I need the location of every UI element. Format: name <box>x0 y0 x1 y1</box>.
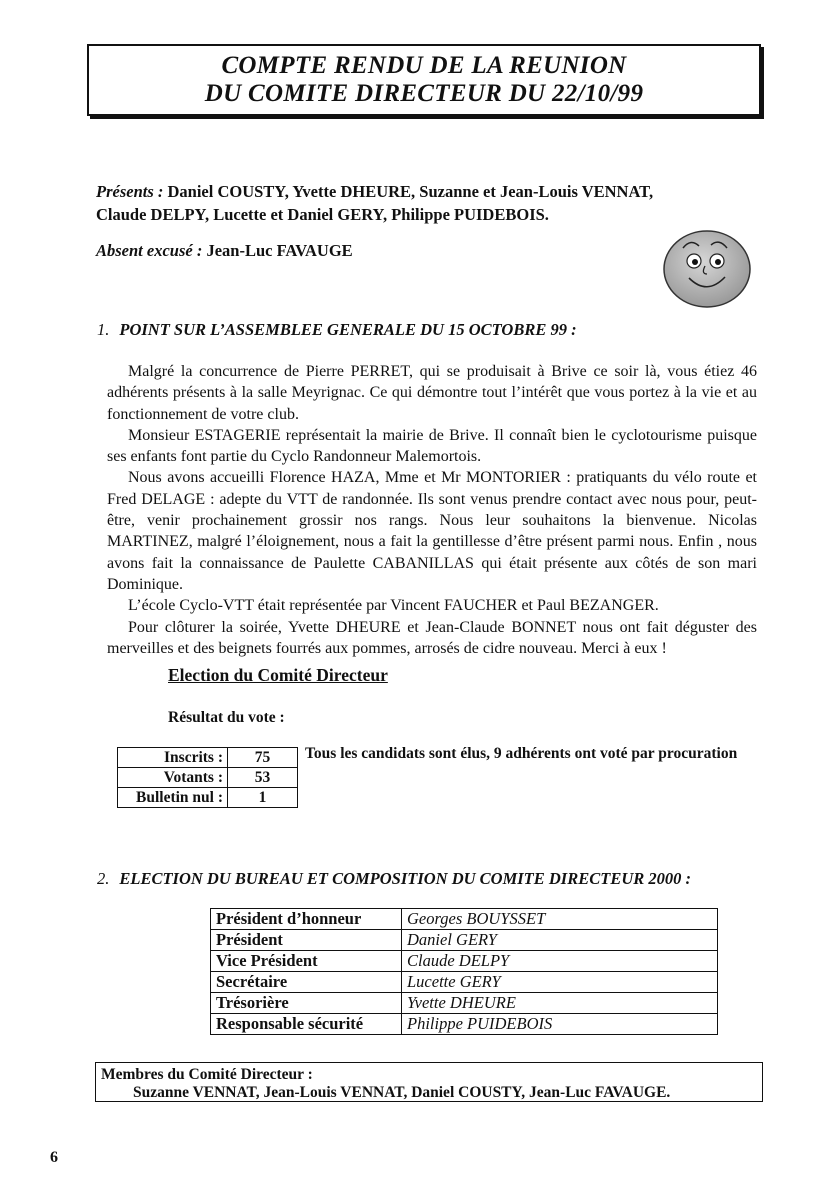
table-row <box>118 748 298 768</box>
vote-row-value: 1 <box>228 788 298 808</box>
table-row <box>211 909 718 930</box>
table-row <box>118 768 298 788</box>
section-2-heading <box>97 869 691 889</box>
table-row <box>211 972 718 993</box>
section-2-number: 2. <box>97 869 110 888</box>
attendees-line-1: Daniel COUSTY, Yvette DHEURE, Suzanne et Jean-Louis VENNAT, <box>167 182 654 201</box>
title-box <box>87 44 761 116</box>
bureau-name: Claude DELPY <box>402 951 718 972</box>
section-1-body <box>107 361 757 659</box>
vote-note: Tous les candidats sont élus, 9 adhérents ont voté par procuration <box>305 745 738 762</box>
vote-row-value: 53 <box>228 768 298 788</box>
bureau-name: Daniel GERY <box>402 930 718 951</box>
bureau-name: Philippe PUIDEBOIS <box>402 1014 718 1035</box>
attendees-line-2: Claude DELPY, Lucette et Daniel GERY, Philippe PUIDEBOIS. <box>96 205 549 224</box>
members-label: Membres du Comité Directeur : <box>101 1066 313 1083</box>
vote-row-label: Votants : <box>118 768 228 788</box>
vote-result-label: Résultat du vote : <box>168 709 285 726</box>
bureau-role: Secrétaire <box>211 972 402 993</box>
attendees <box>96 180 786 226</box>
bureau-name: Lucette GERY <box>402 972 718 993</box>
table-row <box>118 788 298 808</box>
bureau-name: Georges BOUYSSET <box>402 909 718 930</box>
paragraph: Nous avons accueilli Florence HAZA, Mme et Mr MONTORIER : pratiquants du vélo route et Fred DELAGE : adepte du VTT de randonnée. Ils sont venus prendre contact avec nous pour, peut-être, venir prochainement grossir nos rangs. Nous leur souhaitons la bienvenue. Nicolas MARTINEZ, malgré l’éloignement, nous a fait la gentillesse d’être présent parmi nous. Enfin , nous avons fait la connaissance de Paulette CABANILLAS qui était présente aux côtés de son mari Dominique. <box>107 469 757 593</box>
bureau-role: Responsable sécurité <box>211 1014 402 1035</box>
absent <box>96 241 353 261</box>
paragraph: Monsieur ESTAGERIE représentait la mairie de Brive. Il connaît bien le cyclotourisme puisque ses enfants font partie du Cyclo Randonneur Malemortois. <box>107 426 757 466</box>
bureau-table <box>210 908 718 1035</box>
table-row <box>211 930 718 951</box>
section-1-title: POINT SUR L’ASSEMBLEE GENERALE DU 15 OCTOBRE 99 : <box>119 320 577 339</box>
attendees-label: Présents : <box>96 182 164 201</box>
section-2-title: ELECTION DU BUREAU ET COMPOSITION DU COMITE DIRECTEUR 2000 : <box>119 869 691 888</box>
members-names: Suzanne VENNAT, Jean-Louis VENNAT, Daniel COUSTY, Jean-Luc FAVAUGE. <box>133 1084 671 1101</box>
section-1-number: 1. <box>97 320 110 339</box>
vote-table <box>117 747 298 808</box>
bureau-role: Vice Président <box>211 951 402 972</box>
vote-row-label: Inscrits : <box>118 748 228 768</box>
page-number: 6 <box>50 1149 58 1166</box>
vote-row-value: 75 <box>228 748 298 768</box>
vote-row-label: Bulletin nul : <box>118 788 228 808</box>
absent-label: Absent excusé : <box>96 241 203 260</box>
bureau-name: Yvette DHEURE <box>402 993 718 1014</box>
absent-name: Jean-Luc FAVAUGE <box>206 241 353 260</box>
members-box <box>95 1062 763 1102</box>
bureau-role: Président <box>211 930 402 951</box>
title-line-2: DU COMITE DIRECTEUR DU 22/10/99 <box>204 80 644 107</box>
election-title: Election du Comité Directeur <box>168 665 388 685</box>
paragraph: Pour clôturer la soirée, Yvette DHEURE et Jean-Claude BONNET nous ont fait déguster des merveilles et des beignets fourrés aux pommes, arrosés de cidre nouveau. Merci à eux ! <box>107 618 757 657</box>
bureau-role: Trésorière <box>211 993 402 1014</box>
paragraph: L’école Cyclo-VTT était représentée par Vincent FAUCHER et Paul BEZANGER. <box>128 597 659 615</box>
title-line-1: COMPTE RENDU DE LA REUNION <box>221 52 627 79</box>
table-row <box>211 951 718 972</box>
paragraph: Malgré la concurrence de Pierre PERRET, qui se produisait à Brive ce soir là, vous étiez 46 adhérents présents à la salle Meyrignac. Ce qui démontre tout l’intérêt que vous portez à la vie et au fonctionnement de votre club. <box>107 363 757 423</box>
bureau-role: Président d’honneur <box>211 909 402 930</box>
table-row <box>211 1014 718 1035</box>
smiley-face-icon <box>661 228 753 310</box>
table-row <box>211 993 718 1014</box>
section-1-heading <box>97 320 577 340</box>
